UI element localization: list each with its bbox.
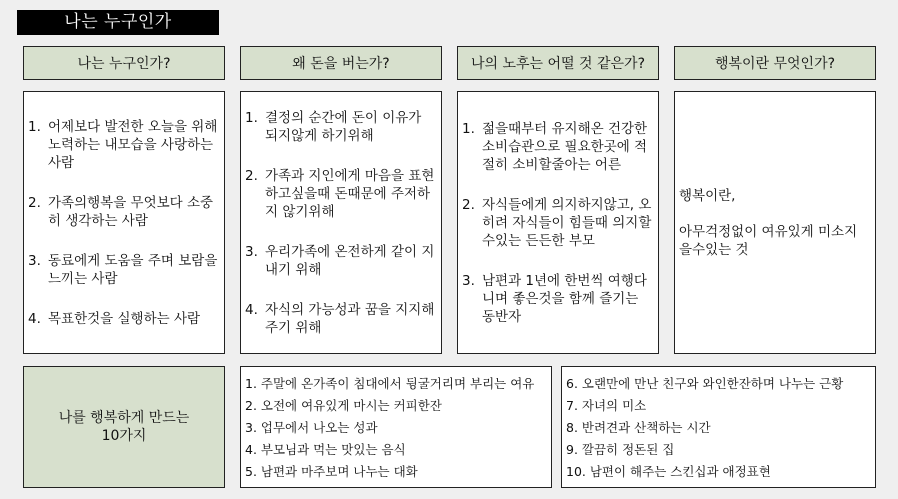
- who-am-i-list: [28, 118, 218, 328]
- item-text: 목표한것을 실행하는 사람: [48, 310, 201, 327]
- header-happiness: 행복이란 무엇인가?: [674, 46, 876, 80]
- list-item: 3. 업무에서 나오는 성과: [245, 420, 378, 435]
- list-item: 9. 깔끔히 정돈된 집: [566, 442, 675, 457]
- panel-who-am-i: [23, 91, 225, 354]
- panel-why-earn-money: [240, 91, 442, 354]
- panel-retirement: [457, 91, 659, 354]
- header-retirement: 나의 노후는 어떨 것 같은가?: [457, 46, 659, 80]
- list-item: 7. 자녀의 미소: [566, 398, 647, 413]
- list-item: [28, 310, 218, 328]
- list-item: 5. 남편과 마주보며 나누는 대화: [245, 464, 418, 479]
- list-item: [245, 301, 435, 337]
- ten-things-label: [23, 366, 225, 488]
- list-item: [28, 252, 218, 288]
- list-item: 4. 부모님과 먹는 맛있는 음식: [245, 442, 406, 457]
- item-number: 4.: [245, 301, 258, 318]
- ten-things-label-line1: 나를 행복하게 만드는: [58, 410, 190, 426]
- item-number: 3.: [28, 252, 41, 269]
- list-item: [462, 120, 652, 174]
- panel-happiness: [674, 91, 876, 354]
- list-item: [28, 194, 218, 230]
- header-who-am-i: 나는 누구인가?: [23, 46, 225, 80]
- item-number: 1.: [462, 120, 475, 137]
- item-number: 1.: [28, 118, 41, 135]
- list-item: [462, 196, 652, 250]
- list-item: 6. 오랜만에 만난 친구와 와인한잔하며 나누는 근황: [566, 376, 844, 391]
- item-text: 가족의행복을 무엇보다 소중히 생각하는 사람: [48, 194, 214, 229]
- item-text: 젊을때부터 유지해온 건강한 소비습관으로 필요한곳에 적절히 소비할줄아는 어른: [482, 120, 648, 173]
- happiness-intro: 행복이란,: [679, 187, 736, 204]
- list-item: [245, 109, 435, 145]
- list-item: 8. 반려견과 산책하는 시간: [566, 420, 711, 435]
- why-earn-money-list: [245, 109, 435, 337]
- item-number: 2.: [28, 194, 41, 211]
- item-text: 어제보다 발전한 오늘을 위해 노력하는 내모습을 사랑하는 사람: [48, 118, 218, 171]
- list-item: [28, 118, 218, 172]
- header-why-earn-money: 왜 돈을 버는가?: [240, 46, 442, 80]
- item-number: 2.: [462, 196, 475, 213]
- list-item: [245, 167, 435, 221]
- item-number: 3.: [462, 272, 475, 289]
- ten-things-list-left: [240, 366, 552, 488]
- list-item: [462, 272, 652, 326]
- item-text: 우리가족에 온전하게 같이 지내기 위해: [265, 243, 435, 278]
- item-text: 가족과 지인에게 마음을 표현하고싶을때 돈때문에 주저하지 않기위해: [265, 167, 435, 220]
- ten-things-list-right: [561, 366, 876, 488]
- item-number: 2.: [245, 167, 258, 184]
- list-item: 10. 남편이 해주는 스킨십과 애정표현: [566, 464, 771, 479]
- happiness-definition: 아무걱정없이 여유있게 미소지을수있는 것: [679, 223, 858, 258]
- item-number: 4.: [28, 310, 41, 327]
- happiness-text: [679, 187, 869, 259]
- list-item: [245, 243, 435, 279]
- list-item: 1. 주말에 온가족이 침대에서 뒹굴거리며 부리는 여유: [245, 376, 535, 391]
- item-number: 1.: [245, 109, 258, 126]
- retirement-list: [462, 120, 652, 326]
- item-number: 3.: [245, 243, 258, 260]
- item-text: 남편과 1년에 한번씩 여행다니며 좋은것을 함께 즐기는 동반자: [482, 272, 647, 325]
- item-text: 자식들에게 의지하지않고, 오히려 자식들이 힘들때 의지할수있는 든든한 부모: [482, 196, 652, 249]
- item-text: 자식의 가능성과 꿈을 지지해주기 위해: [265, 301, 435, 336]
- ten-things-label-line2: 10가지: [101, 428, 147, 444]
- item-text: 동료에게 도움을 주며 보람을 느끼는 사람: [48, 252, 218, 287]
- item-text: 결정의 순간에 돈이 이유가 되지않게 하기위해: [265, 109, 422, 144]
- page-title: 나는 누구인가: [17, 10, 219, 35]
- list-item: 2. 오전에 여유있게 마시는 커피한잔: [245, 398, 442, 413]
